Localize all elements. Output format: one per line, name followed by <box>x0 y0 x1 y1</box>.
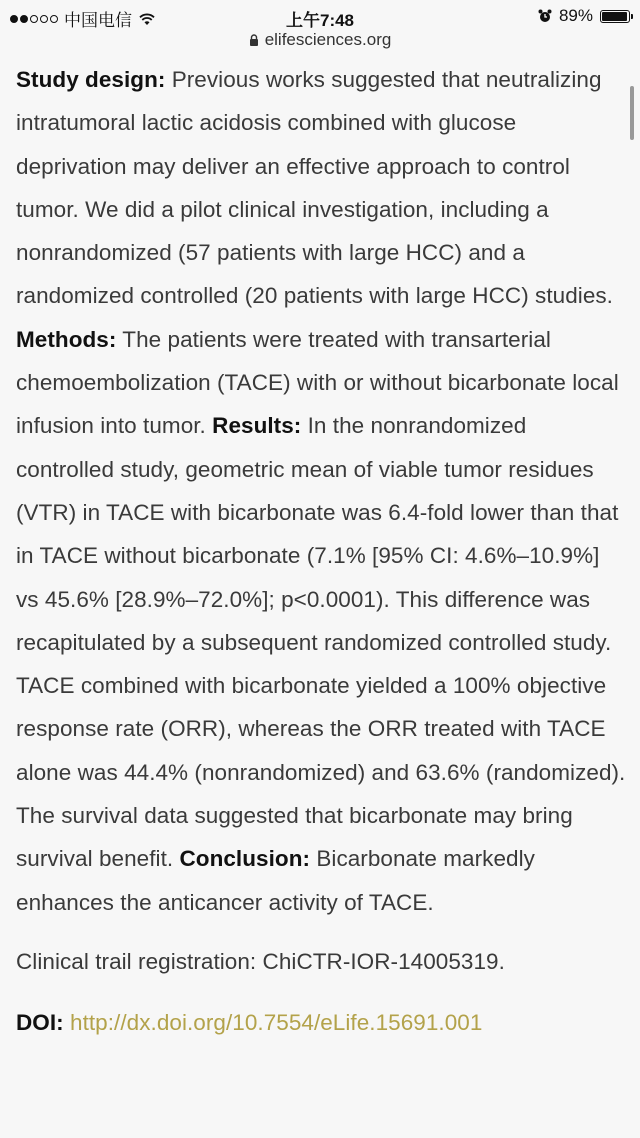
abstract-content <box>16 58 628 1045</box>
status-right <box>538 6 630 26</box>
conclusion-text: Bicarbonate markedly enhances the anticancer activity of TACE. <box>16 846 535 915</box>
alarm-clock-icon <box>538 9 552 23</box>
results-text: In the nonrandomized controlled study, geometric mean of viable tumor residues (VTR) in TACE with bicarbonate was 6.4-fold lower than that in TACE without bicarbonate (7.1% [95% CI: 4.6%–10.9%] vs 45.6% [28.9%–72.0%]; p<0.0001). This difference was recapitulated by a subsequent randomized controlled study. TACE combined with bicarbonate yielded a 100% objective response rate (ORR), whereas the ORR treated with TACE alone was 44.4% (nonrandomized) and 63.6% (randomized). The survival data suggested that bicarbonate may bring survival benefit. <box>16 413 626 872</box>
url-domain: elifesciences.org <box>264 30 392 49</box>
doi-line <box>16 1001 628 1044</box>
abstract-paragraph <box>16 58 628 924</box>
lock-icon <box>249 34 259 46</box>
scrollbar[interactable] <box>630 86 634 140</box>
battery-percent: 89% <box>558 6 593 25</box>
methods-label: Methods: <box>16 326 117 352</box>
results-label: Results: <box>212 413 302 439</box>
carrier-name: 中国电信 <box>64 11 132 30</box>
status-time: 上午7:48 <box>285 11 355 30</box>
study-design-label: Study design: <box>16 67 166 92</box>
clinical-registration: Clinical trail registration: ChiCTR-IOR-14005319. <box>16 948 505 974</box>
battery-icon <box>600 10 630 23</box>
doi-link[interactable]: http://dx.doi.org/10.7554/eLife.15691.001 <box>70 1010 483 1036</box>
status-bar <box>0 0 640 34</box>
doi-label: DOI: <box>16 1010 64 1036</box>
study-design-text: Previous works suggested that neutralizing intratumoral lactic acidosis combined with glucose deprivation may deliver an effective approach to control tumor. We did a pilot clinical investigation, including a nonrandomized (57 patients with large HCC) and a randomized controlled (20 patients with large HCC) studies. <box>16 67 613 309</box>
conclusion-label: Conclusion: <box>179 846 311 872</box>
url-bar[interactable] <box>0 30 640 56</box>
methods-text: The patients were treated with transarterial chemoembolization (TACE) with or without bicarbonate local infusion into tumor. <box>16 326 619 439</box>
